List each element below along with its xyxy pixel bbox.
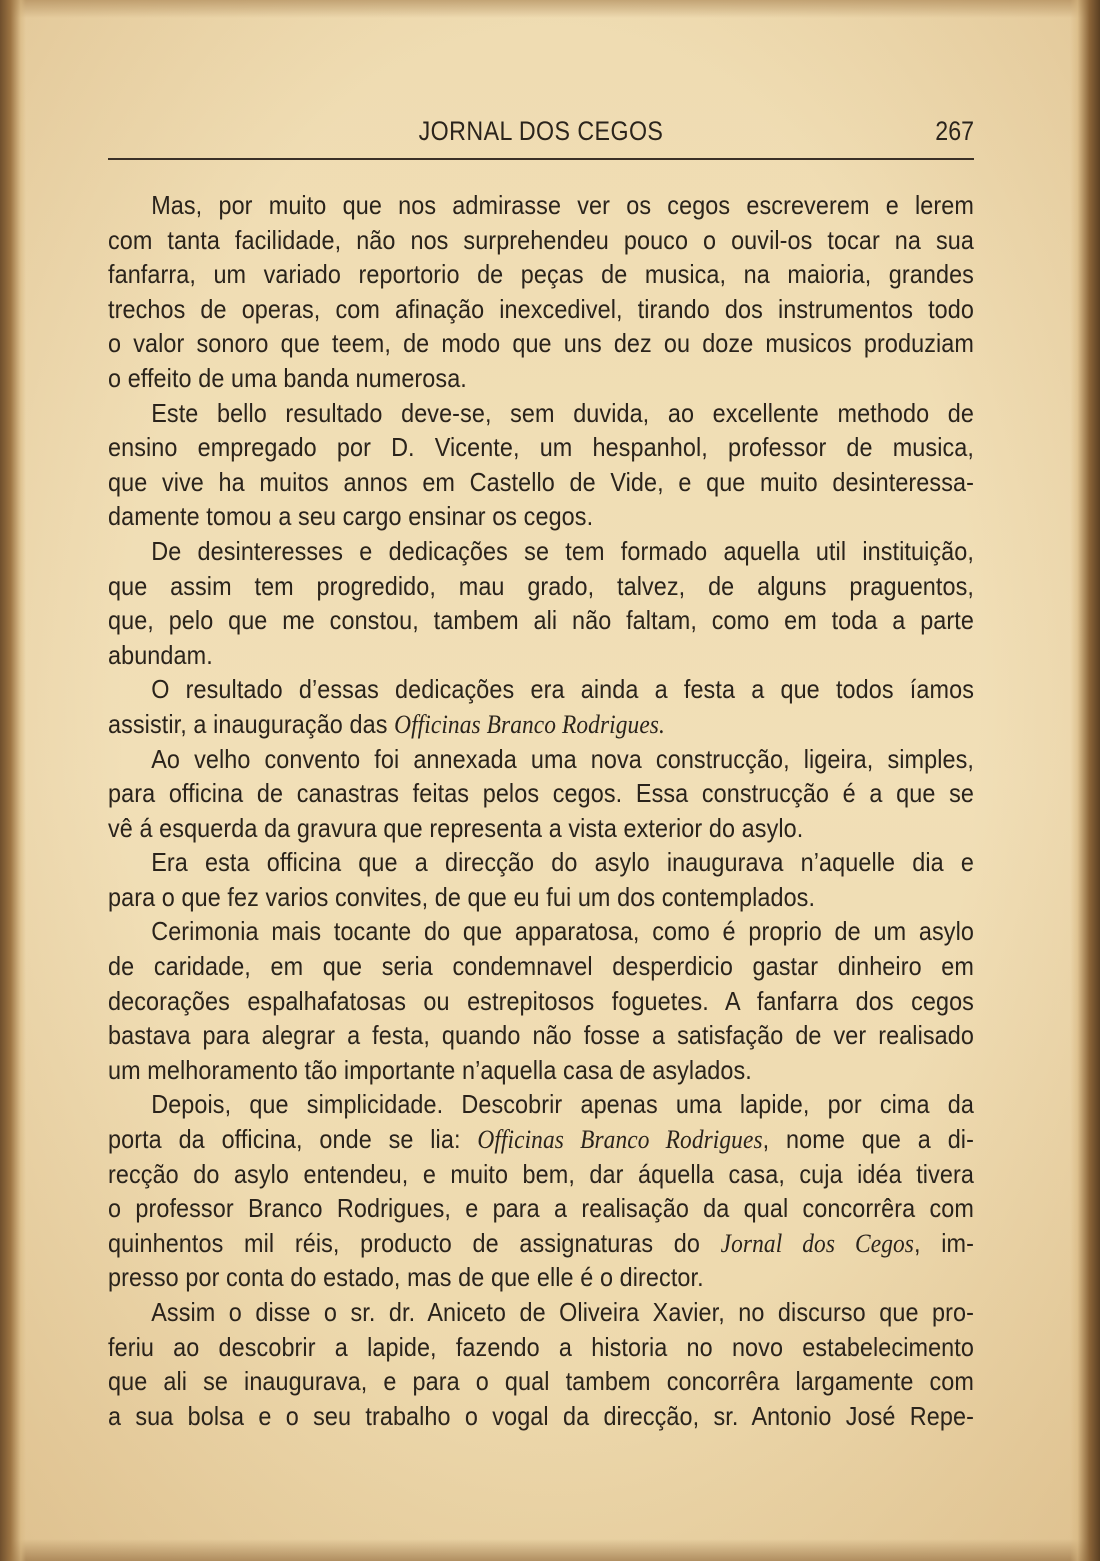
text-segment: , im-: [913, 1227, 974, 1258]
header-rule: [108, 158, 974, 160]
page-top-shadow: [0, 0, 1100, 18]
text-segment: Cerimonia mais tocante do que apparatosa, como é proprio de um asylo: [151, 916, 974, 947]
text-line: [108, 188, 974, 223]
text-line: [108, 361, 974, 396]
text-line: [108, 949, 974, 984]
text-segment: Era esta officina que a direcção do asylo inaugurava n’aquelle dia e: [151, 847, 974, 878]
text-line: [108, 776, 974, 811]
page-left-edge: [0, 0, 26, 1561]
text-segment: quinhentos mil réis, producto de assignaturas do: [108, 1227, 721, 1258]
text-segment: De desinteresses e dedicações se tem formado aquella util instituição,: [151, 535, 974, 566]
text-segment: Este bello resultado deve-se, sem duvida, ao excellente methodo de: [151, 397, 974, 428]
text-segment: para o que fez varios convites, de que eu fui um dos contemplados.: [108, 881, 816, 912]
text-line: [108, 1157, 974, 1192]
text-segment: presso por conta do estado, mas de que elle é o director.: [108, 1262, 704, 1293]
text-segment: trechos de operas, com afinação inexcedivel, tirando dos instrumentos todo: [108, 293, 974, 324]
italic-text: Jornal dos Cegos: [720, 1228, 914, 1258]
text-line: [108, 430, 974, 465]
text-line: [108, 1330, 974, 1365]
text-line: [108, 672, 974, 707]
text-line: [108, 223, 974, 258]
text-line: [108, 499, 974, 534]
text-line: [108, 534, 974, 569]
italic-text: Officinas Branco Rodrigues.: [394, 709, 665, 739]
text-line: [108, 984, 974, 1019]
text-segment: ensino empregado por D. Vicente, um hespanhol, professor de musica,: [108, 432, 974, 463]
page-number: 267: [935, 116, 974, 146]
text-segment: abundam.: [108, 639, 213, 670]
text-line: [108, 880, 974, 915]
text-line: [108, 707, 974, 742]
text-segment: vê á esquerda da gravura que representa a vista exterior do asylo.: [108, 812, 804, 843]
text-segment: damente tomou a seu cargo ensinar os cegos.: [108, 501, 594, 532]
text-segment: fanfarra, um variado reportorio de peças de musica, na maioria, grandes: [108, 259, 974, 290]
text-line: [108, 1260, 974, 1295]
text-segment: com tanta facilidade, não nos surprehendeu pouco o ouvil-os tocar na sua: [108, 224, 974, 255]
text-segment: um melhoramento tão importante n’aquella casa de asylados.: [108, 1054, 752, 1085]
body-text: [108, 188, 974, 1433]
text-line: [108, 914, 974, 949]
text-segment: decorações espalhafatosas ou estrepitosos foguetes. A fanfarra dos cegos: [108, 985, 974, 1016]
text-line: [108, 257, 974, 292]
text-line: [108, 638, 974, 673]
text-line: [108, 1295, 974, 1330]
text-line: [108, 1018, 974, 1053]
text-segment: que, pelo que me constou, tambem ali não faltam, como em toda a parte: [108, 605, 974, 636]
text-line: [108, 292, 974, 327]
text-segment: para officina de canastras feitas pelos cegos. Essa construcção é a que se: [108, 778, 974, 809]
text-segment: Ao velho convento foi annexada uma nova construcção, ligeira, simples,: [151, 743, 974, 774]
running-title: JORNAL DOS CEGOS: [418, 116, 664, 146]
text-line: [108, 569, 974, 604]
page-bottom-shadow: [0, 1539, 1100, 1561]
text-line: [108, 1053, 974, 1088]
text-line: [108, 603, 974, 638]
italic-text: Officinas Branco Rodrigues: [477, 1125, 763, 1155]
text-segment: , nome que a di-: [762, 1124, 974, 1155]
text-segment: a sua bolsa e o seu trabalho o vogal da direcção, sr. Antonio José Repe-: [108, 1400, 974, 1431]
text-line: [108, 1191, 974, 1226]
text-line: [108, 465, 974, 500]
text-line: [108, 1364, 974, 1399]
text-segment: Assim o disse o sr. dr. Aniceto de Oliveira Xavier, no discurso que pro-: [151, 1297, 974, 1327]
text-segment: o professor Branco Rodrigues, e para a realisação da qual concorrêra com: [108, 1193, 974, 1224]
text-segment: que ali se inaugurava, e para o qual tambem concorrêra largamente com: [108, 1366, 974, 1397]
text-segment: feriu ao descobrir a lapide, fazendo a historia no novo estabelecimento: [108, 1331, 974, 1362]
text-segment: Mas, por muito que nos admirasse ver os cegos escreverem e lerem: [151, 190, 974, 220]
text-line: [108, 1087, 974, 1122]
text-line: [108, 742, 974, 777]
text-line: [108, 811, 974, 846]
text-segment: recção do asylo entendeu, e muito bem, dar áquella casa, cuja idéa tivera: [108, 1158, 974, 1189]
text-segment: O resultado d’essas dedicações era ainda a festa a que todos íamos: [151, 674, 974, 705]
text-segment: porta da officina, onde se lia:: [108, 1124, 478, 1155]
page-right-edge: [1070, 0, 1100, 1561]
running-header: [108, 116, 974, 152]
text-segment: Depois, que simplicidade. Descobrir apenas uma lapide, por cima da: [151, 1089, 974, 1120]
text-segment: o effeito de uma banda numerosa.: [108, 362, 467, 393]
text-segment: que vive ha muitos annos em Castello de Vide, e que muito desinteressa-: [108, 466, 974, 497]
text-segment: bastava para alegrar a festa, quando não fosse a satisfação de ver realisado: [108, 1020, 974, 1051]
text-line: [108, 396, 974, 431]
text-line: [108, 845, 974, 880]
text-segment: que assim tem progredido, mau grado, talvez, de alguns praguentos,: [108, 570, 974, 601]
text-line: [108, 326, 974, 361]
text-segment: o valor sonoro que teem, de modo que uns dez ou doze musicos produziam: [108, 328, 974, 359]
text-line: [108, 1122, 974, 1157]
text-line: [108, 1226, 974, 1261]
text-segment: assistir, a inauguração das: [108, 708, 395, 739]
text-line: [108, 1399, 974, 1434]
text-segment: de caridade, em que seria condemnavel desperdicio gastar dinheiro em: [108, 951, 974, 982]
